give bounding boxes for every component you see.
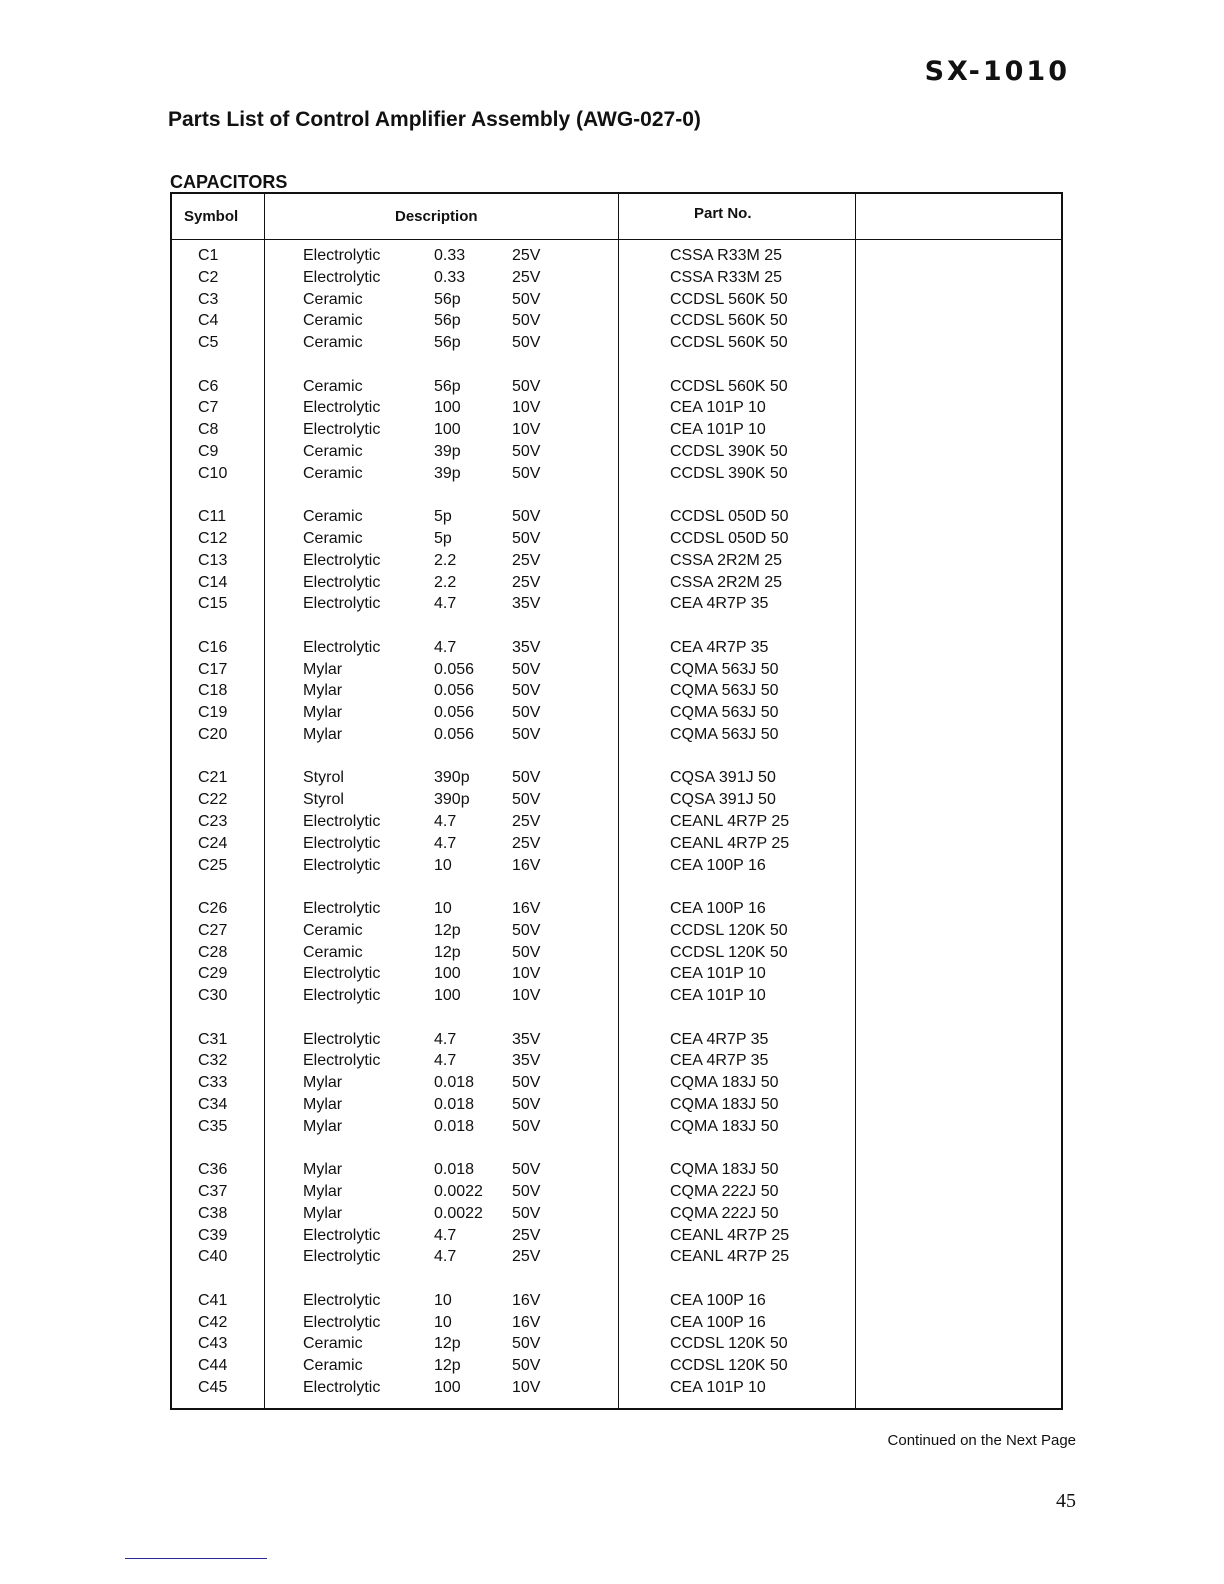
cell-symbol: C5 bbox=[198, 334, 219, 352]
cell-type: Mylar bbox=[303, 1117, 343, 1135]
cell-value: 39p bbox=[434, 464, 461, 482]
cell-type: Electrolytic bbox=[303, 638, 381, 656]
cell-value: 100 bbox=[434, 1379, 461, 1396]
cell-value: 5p bbox=[434, 530, 452, 547]
cell-type: Electrolytic bbox=[303, 268, 381, 286]
table-row bbox=[172, 1357, 1061, 1378]
cell-type: Ceramic bbox=[303, 290, 363, 308]
cell-part: CEA 100P 16 bbox=[670, 1291, 766, 1309]
table-row bbox=[172, 334, 1061, 355]
cell-voltage: 50V bbox=[512, 791, 541, 809]
cell-voltage: 50V bbox=[512, 443, 541, 460]
cell-symbol: C4 bbox=[198, 312, 219, 330]
cell-value: 10 bbox=[434, 856, 452, 874]
table-row bbox=[172, 247, 1061, 268]
cell-part: CEA 4R7P 35 bbox=[670, 638, 769, 656]
cell-value: 100 bbox=[434, 987, 461, 1005]
cell-value: 0.056 bbox=[434, 704, 475, 722]
cell-value: 5p bbox=[434, 508, 452, 526]
cell-part: CCDSL 120K 50 bbox=[670, 1335, 788, 1353]
cell-type: Mylar bbox=[303, 660, 343, 678]
cell-voltage: 50V bbox=[512, 682, 541, 700]
cell-type: Electrolytic bbox=[303, 856, 381, 874]
cell-part: CEA 101P 10 bbox=[670, 421, 766, 439]
cell-voltage: 50V bbox=[512, 530, 541, 547]
cell-value: 100 bbox=[434, 965, 461, 983]
cell-part: CSSA R33M 25 bbox=[670, 247, 783, 264]
cell-voltage: 50V bbox=[512, 1204, 541, 1222]
cell-part: CQMA 183J 50 bbox=[670, 1161, 779, 1179]
cell-symbol: C35 bbox=[198, 1117, 228, 1135]
cell-symbol: C6 bbox=[198, 377, 219, 395]
cell-value: 0.056 bbox=[434, 726, 475, 743]
cell-voltage: 10V bbox=[512, 399, 541, 417]
cell-type: Electrolytic bbox=[303, 900, 381, 917]
cell-value: 390p bbox=[434, 769, 470, 787]
cell-symbol: C12 bbox=[198, 530, 228, 547]
cell-part: CEA 101P 10 bbox=[670, 399, 766, 417]
cell-value: 0.018 bbox=[434, 1074, 475, 1092]
cell-voltage: 50V bbox=[512, 1117, 541, 1135]
cell-voltage: 50V bbox=[512, 660, 541, 678]
cell-voltage: 25V bbox=[512, 1226, 541, 1244]
cell-part: CCDSL 120K 50 bbox=[670, 943, 788, 961]
table-row bbox=[172, 1379, 1061, 1400]
cell-part: CCDSL 390K 50 bbox=[670, 443, 788, 460]
cell-value: 12p bbox=[434, 1357, 461, 1375]
cell-symbol: C11 bbox=[198, 508, 227, 526]
footer-rule bbox=[125, 1558, 267, 1559]
cell-value: 0.018 bbox=[434, 1096, 475, 1113]
cell-type: Electrolytic bbox=[303, 1291, 381, 1309]
cell-value: 2.2 bbox=[434, 573, 457, 591]
cell-type: Mylar bbox=[303, 1183, 343, 1200]
cell-type: Electrolytic bbox=[303, 573, 381, 591]
cell-voltage: 10V bbox=[512, 965, 541, 983]
table-row bbox=[172, 857, 1061, 878]
table-row bbox=[172, 465, 1061, 486]
cell-value: 4.7 bbox=[434, 1248, 457, 1266]
cell-part: CCDSL 390K 50 bbox=[670, 464, 788, 482]
table-row bbox=[172, 682, 1061, 703]
cell-value: 0.33 bbox=[434, 268, 466, 286]
cell-type: Styrol bbox=[303, 791, 344, 809]
cell-symbol: C34 bbox=[198, 1096, 228, 1113]
cell-part: CEA 101P 10 bbox=[670, 965, 766, 983]
cell-voltage: 25V bbox=[512, 247, 541, 264]
cell-type: Mylar bbox=[303, 1096, 343, 1113]
cell-part: CQMA 563J 50 bbox=[670, 660, 779, 678]
cell-type: Electrolytic bbox=[303, 551, 381, 569]
cell-value: 4.7 bbox=[434, 1030, 457, 1048]
page-title: Parts List of Control Amplifier Assembly (AWG-027-0) bbox=[168, 108, 701, 131]
table-row bbox=[172, 1183, 1061, 1204]
cell-voltage: 50V bbox=[512, 1357, 541, 1375]
cell-type: Ceramic bbox=[303, 464, 363, 482]
cell-voltage: 16V bbox=[512, 1313, 541, 1331]
cell-part: CQMA 563J 50 bbox=[670, 726, 779, 743]
cell-part: CQSA 391J 50 bbox=[670, 791, 776, 809]
cell-voltage: 25V bbox=[512, 268, 541, 286]
cell-symbol: C26 bbox=[198, 900, 228, 917]
cell-part: CQMA 563J 50 bbox=[670, 682, 779, 700]
cell-voltage: 50V bbox=[512, 769, 541, 787]
table-row bbox=[172, 639, 1061, 660]
cell-part: CCDSL 560K 50 bbox=[670, 334, 788, 352]
cell-symbol: C39 bbox=[198, 1226, 228, 1244]
cell-type: Mylar bbox=[303, 704, 343, 722]
cell-value: 0.0022 bbox=[434, 1183, 483, 1200]
table-row bbox=[172, 769, 1061, 790]
cell-type: Electrolytic bbox=[303, 1313, 381, 1331]
cell-type: Ceramic bbox=[303, 943, 363, 961]
cell-voltage: 50V bbox=[512, 1161, 541, 1179]
cell-part: CEANL 4R7P 25 bbox=[670, 1226, 790, 1244]
cell-value: 10 bbox=[434, 900, 452, 917]
cell-value: 0.056 bbox=[434, 660, 475, 678]
cell-voltage: 50V bbox=[512, 334, 541, 352]
cell-symbol: C42 bbox=[198, 1313, 228, 1331]
cell-value: 0.056 bbox=[434, 682, 475, 700]
cell-voltage: 25V bbox=[512, 1248, 541, 1266]
cell-symbol: C13 bbox=[198, 551, 228, 569]
cell-value: 390p bbox=[434, 791, 470, 809]
header-symbol: Symbol bbox=[184, 208, 239, 225]
cell-value: 56p bbox=[434, 377, 461, 395]
cell-value: 56p bbox=[434, 290, 461, 308]
cell-value: 0.0022 bbox=[434, 1204, 483, 1222]
cell-value: 12p bbox=[434, 943, 461, 961]
cell-type: Ceramic bbox=[303, 921, 363, 939]
cell-type: Mylar bbox=[303, 682, 343, 700]
cell-part: CEANL 4R7P 25 bbox=[670, 1248, 790, 1266]
page-number: 45 bbox=[1056, 1490, 1076, 1512]
cell-part: CCDSL 560K 50 bbox=[670, 312, 788, 330]
table-row bbox=[172, 291, 1061, 312]
cell-value: 56p bbox=[434, 334, 461, 352]
cell-voltage: 50V bbox=[512, 1335, 541, 1353]
cell-part: CQMA 183J 50 bbox=[670, 1074, 779, 1092]
table-row bbox=[172, 443, 1061, 464]
cell-symbol: C18 bbox=[198, 682, 228, 700]
cell-voltage: 35V bbox=[512, 1052, 541, 1070]
cell-part: CCDSL 560K 50 bbox=[670, 290, 788, 308]
cell-value: 4.7 bbox=[434, 638, 457, 656]
cell-value: 0.018 bbox=[434, 1117, 475, 1135]
cell-part: CEA 100P 16 bbox=[670, 856, 766, 874]
table-row bbox=[172, 595, 1061, 616]
cell-part: CCDSL 120K 50 bbox=[670, 1357, 788, 1375]
table-row bbox=[172, 1052, 1061, 1073]
cell-value: 39p bbox=[434, 443, 461, 460]
cell-symbol: C41 bbox=[198, 1291, 228, 1309]
cell-symbol: C45 bbox=[198, 1379, 228, 1396]
cell-voltage: 16V bbox=[512, 900, 541, 917]
cell-type: Electrolytic bbox=[303, 247, 381, 264]
table-row bbox=[172, 421, 1061, 442]
table-row bbox=[172, 552, 1061, 573]
cell-part: CCDSL 120K 50 bbox=[670, 921, 788, 939]
table-row bbox=[172, 726, 1061, 747]
cell-value: 100 bbox=[434, 421, 461, 439]
cell-value: 2.2 bbox=[434, 551, 457, 569]
cell-value: 4.7 bbox=[434, 595, 457, 613]
cell-type: Ceramic bbox=[303, 508, 363, 526]
cell-value: 0.018 bbox=[434, 1161, 475, 1179]
cell-symbol: C19 bbox=[198, 704, 228, 722]
cell-part: CCDSL 050D 50 bbox=[670, 508, 789, 526]
cell-voltage: 16V bbox=[512, 1291, 541, 1309]
table-row bbox=[172, 661, 1061, 682]
table-row bbox=[172, 791, 1061, 812]
cell-type: Electrolytic bbox=[303, 421, 381, 439]
table-row bbox=[172, 835, 1061, 856]
cell-type: Ceramic bbox=[303, 312, 363, 330]
table-row bbox=[172, 530, 1061, 551]
cell-symbol: C31 bbox=[198, 1030, 228, 1048]
cell-value: 0.33 bbox=[434, 247, 466, 264]
cell-symbol: C40 bbox=[198, 1248, 228, 1266]
cell-voltage: 35V bbox=[512, 595, 541, 613]
cell-symbol: C36 bbox=[198, 1161, 228, 1179]
cell-voltage: 50V bbox=[512, 921, 541, 939]
cell-symbol: C29 bbox=[198, 965, 228, 983]
cell-value: 10 bbox=[434, 1313, 452, 1331]
cell-part: CQMA 183J 50 bbox=[670, 1096, 779, 1113]
table-row bbox=[172, 1227, 1061, 1248]
continued-note: Continued on the Next Page bbox=[887, 1432, 1076, 1449]
cell-voltage: 50V bbox=[512, 1183, 541, 1200]
cell-value: 4.7 bbox=[434, 813, 457, 830]
cell-symbol: C23 bbox=[198, 813, 228, 830]
table-row bbox=[172, 508, 1061, 529]
cell-voltage: 50V bbox=[512, 1074, 541, 1092]
cell-symbol: C15 bbox=[198, 595, 228, 613]
table-row bbox=[172, 269, 1061, 290]
cell-voltage: 50V bbox=[512, 377, 541, 395]
cell-part: CEA 4R7P 35 bbox=[670, 1052, 769, 1070]
cell-symbol: C24 bbox=[198, 834, 228, 852]
cell-symbol: C16 bbox=[198, 638, 228, 656]
table-row bbox=[172, 1335, 1061, 1356]
cell-part: CEA 101P 10 bbox=[670, 987, 766, 1005]
table-row bbox=[172, 312, 1061, 333]
table-row bbox=[172, 900, 1061, 921]
cell-type: Electrolytic bbox=[303, 965, 381, 983]
cell-part: CEA 4R7P 35 bbox=[670, 595, 769, 613]
cell-voltage: 50V bbox=[512, 464, 541, 482]
cell-value: 4.7 bbox=[434, 1052, 457, 1070]
cell-symbol: C21 bbox=[198, 769, 228, 787]
model-number: SX-1010 bbox=[924, 56, 1070, 87]
cell-voltage: 50V bbox=[512, 726, 541, 743]
cell-voltage: 10V bbox=[512, 421, 541, 439]
cell-voltage: 25V bbox=[512, 573, 541, 591]
cell-type: Styrol bbox=[303, 769, 344, 787]
cell-part: CEA 101P 10 bbox=[670, 1379, 766, 1396]
cell-symbol: C20 bbox=[198, 726, 228, 743]
cell-type: Mylar bbox=[303, 726, 343, 743]
cell-part: CQMA 183J 50 bbox=[670, 1117, 779, 1135]
cell-symbol: C8 bbox=[198, 421, 219, 439]
cell-symbol: C1 bbox=[198, 247, 219, 264]
table-row bbox=[172, 1314, 1061, 1335]
cell-symbol: C14 bbox=[198, 573, 228, 591]
cell-symbol: C2 bbox=[198, 268, 219, 286]
table-row bbox=[172, 574, 1061, 595]
cell-symbol: C33 bbox=[198, 1074, 228, 1092]
section-heading: CAPACITORS bbox=[170, 172, 288, 192]
header-part-no: Part No. bbox=[694, 205, 752, 222]
cell-voltage: 16V bbox=[512, 856, 541, 874]
cell-type: Electrolytic bbox=[303, 813, 381, 830]
parts-table bbox=[170, 192, 1063, 1410]
cell-part: CEANL 4R7P 25 bbox=[670, 834, 790, 852]
cell-value: 4.7 bbox=[434, 1226, 457, 1244]
cell-type: Ceramic bbox=[303, 1335, 363, 1353]
cell-type: Ceramic bbox=[303, 530, 363, 547]
cell-type: Mylar bbox=[303, 1161, 343, 1179]
cell-type: Electrolytic bbox=[303, 1052, 381, 1070]
cell-voltage: 50V bbox=[512, 312, 541, 330]
cell-part: CEANL 4R7P 25 bbox=[670, 813, 790, 830]
cell-voltage: 10V bbox=[512, 987, 541, 1005]
cell-part: CSSA R33M 25 bbox=[670, 268, 783, 286]
cell-symbol: C37 bbox=[198, 1183, 228, 1200]
cell-voltage: 25V bbox=[512, 813, 541, 830]
cell-type: Ceramic bbox=[303, 377, 363, 395]
header-description: Description bbox=[395, 208, 478, 225]
cell-part: CQMA 563J 50 bbox=[670, 704, 779, 722]
cell-symbol: C22 bbox=[198, 791, 228, 809]
cell-part: CQMA 222J 50 bbox=[670, 1204, 779, 1222]
cell-type: Electrolytic bbox=[303, 1226, 381, 1244]
cell-type: Electrolytic bbox=[303, 987, 381, 1005]
cell-symbol: C27 bbox=[198, 921, 228, 939]
cell-part: CQMA 222J 50 bbox=[670, 1183, 779, 1200]
cell-type: Ceramic bbox=[303, 443, 363, 460]
cell-voltage: 10V bbox=[512, 1379, 541, 1396]
cell-type: Electrolytic bbox=[303, 1379, 381, 1396]
table-row bbox=[172, 704, 1061, 725]
cell-symbol: C3 bbox=[198, 290, 219, 308]
cell-part: CCDSL 050D 50 bbox=[670, 530, 789, 547]
table-row bbox=[172, 1031, 1061, 1052]
cell-value: 12p bbox=[434, 1335, 461, 1353]
table-row bbox=[172, 965, 1061, 986]
cell-symbol: C17 bbox=[198, 660, 228, 678]
cell-value: 12p bbox=[434, 921, 461, 939]
cell-part: CEA 100P 16 bbox=[670, 1313, 766, 1331]
cell-part: CCDSL 560K 50 bbox=[670, 377, 788, 395]
cell-type: Mylar bbox=[303, 1204, 343, 1222]
table-row bbox=[172, 813, 1061, 834]
cell-type: Electrolytic bbox=[303, 399, 381, 417]
table-row bbox=[172, 1096, 1061, 1117]
cell-voltage: 25V bbox=[512, 551, 541, 569]
cell-type: Mylar bbox=[303, 1074, 343, 1092]
cell-type: Electrolytic bbox=[303, 1248, 381, 1266]
cell-symbol: C32 bbox=[198, 1052, 228, 1070]
cell-symbol: C38 bbox=[198, 1204, 228, 1222]
cell-voltage: 50V bbox=[512, 508, 541, 526]
cell-value: 100 bbox=[434, 399, 461, 417]
cell-part: CSSA 2R2M 25 bbox=[670, 573, 783, 591]
cell-part: CEA 4R7P 35 bbox=[670, 1030, 769, 1048]
cell-part: CSSA 2R2M 25 bbox=[670, 551, 783, 569]
cell-voltage: 50V bbox=[512, 1096, 541, 1113]
table-row bbox=[172, 1161, 1061, 1182]
cell-symbol: C25 bbox=[198, 856, 228, 874]
cell-type: Ceramic bbox=[303, 1357, 363, 1375]
cell-value: 4.7 bbox=[434, 834, 457, 852]
cell-symbol: C30 bbox=[198, 987, 228, 1005]
cell-part: CQSA 391J 50 bbox=[670, 769, 776, 787]
table-row bbox=[172, 378, 1061, 399]
table-row bbox=[172, 1205, 1061, 1226]
cell-symbol: C44 bbox=[198, 1357, 228, 1375]
table-row bbox=[172, 1074, 1061, 1095]
cell-value: 56p bbox=[434, 312, 461, 330]
table-row bbox=[172, 1248, 1061, 1269]
cell-part: CEA 100P 16 bbox=[670, 900, 766, 917]
cell-symbol: C7 bbox=[198, 399, 219, 417]
table-row bbox=[172, 944, 1061, 965]
table-row bbox=[172, 1118, 1061, 1139]
cell-voltage: 50V bbox=[512, 704, 541, 722]
cell-voltage: 25V bbox=[512, 834, 541, 852]
cell-type: Electrolytic bbox=[303, 1030, 381, 1048]
cell-symbol: C10 bbox=[198, 464, 228, 482]
cell-voltage: 50V bbox=[512, 943, 541, 961]
cell-symbol: C43 bbox=[198, 1335, 228, 1353]
table-row bbox=[172, 399, 1061, 420]
table-row bbox=[172, 1292, 1061, 1313]
cell-voltage: 50V bbox=[512, 290, 541, 308]
cell-voltage: 35V bbox=[512, 638, 541, 656]
cell-voltage: 35V bbox=[512, 1030, 541, 1048]
table-row bbox=[172, 922, 1061, 943]
cell-symbol: C28 bbox=[198, 943, 228, 961]
cell-type: Electrolytic bbox=[303, 595, 381, 613]
cell-symbol: C9 bbox=[198, 443, 219, 460]
table-row bbox=[172, 987, 1061, 1008]
header-divider bbox=[172, 239, 1061, 240]
cell-value: 10 bbox=[434, 1291, 452, 1309]
cell-type: Ceramic bbox=[303, 334, 363, 352]
cell-type: Electrolytic bbox=[303, 834, 381, 852]
